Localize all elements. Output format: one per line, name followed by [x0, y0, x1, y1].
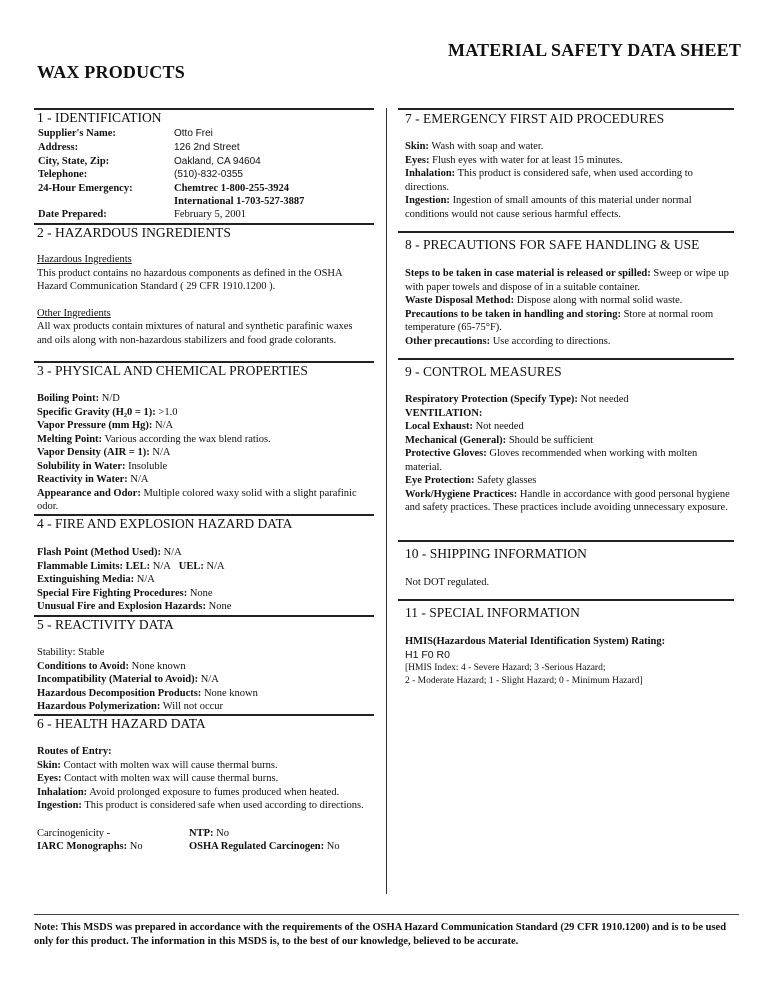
flash-point-line: Flash Point (Method Used): N/A: [37, 547, 182, 558]
control-line: Eye Protection: Safety glasses: [405, 475, 537, 486]
control-line: Local Exhaust: Not needed: [405, 421, 524, 432]
health-line: Skin: Contact with molten wax will cause thermal burns.: [37, 759, 278, 771]
handling-line: Precautions to be taken in handling and storing: Store at normal room temperature (65-75°F).: [405, 308, 714, 333]
control-line: Protective Gloves: Gloves recommended when working with molten material.: [405, 448, 698, 473]
row-label: Address:: [38, 142, 79, 153]
row-label: Date Prepared:: [38, 209, 107, 220]
section-rule: [398, 231, 734, 233]
reactivity-line: Hazardous Decomposition Products: None known: [37, 687, 258, 699]
property-line: Specific Gravity (H₂0 = 1): >1.0: [37, 406, 178, 418]
property-line: Melting Point: Various according the wax blend ratios.: [37, 433, 271, 445]
control-line: Mechanical (General): Should be sufficient: [405, 434, 594, 446]
reactivity-line: Hazardous Polymerization: Will not occur: [37, 701, 224, 712]
international-row: [38, 195, 368, 208]
reactivity-line: Conditions to Avoid: None known: [37, 660, 186, 672]
health-hazard-heading: 6 - HEALTH HAZARD DATA: [37, 716, 206, 731]
property-line: Boiling Point: N/D: [37, 393, 120, 404]
address-row: [38, 141, 368, 154]
flammable-limits-line: Flammable Limits: LEL: N/A UEL: N/A: [37, 560, 225, 572]
first-aid-line: Ingestion: Ingestion of small amounts of this material under normal conditions would not cause serious harmful effects.: [405, 195, 692, 220]
footer-rule: [34, 914, 739, 915]
supplier-row: [38, 127, 368, 140]
fire-hazard-body: [37, 546, 367, 614]
hazardous-ingredients-body: [37, 253, 367, 347]
row-value: Otto Frei: [174, 128, 213, 139]
special-information-body: [405, 635, 735, 687]
shipping-heading: 10 - SHIPPING INFORMATION: [405, 546, 587, 561]
reactivity-heading: 5 - REACTIVITY DATA: [37, 617, 174, 632]
row-value: February 5, 2001: [174, 209, 247, 220]
row-label: City, State, Zip:: [38, 156, 110, 167]
row-value: Chemtrec 1-800-255-3924: [174, 183, 289, 194]
property-line: Vapor Pressure (mm Hg): N/A: [37, 420, 174, 431]
hmis-rating: H1 F0 R0: [405, 648, 450, 661]
fire-hazard-heading: 4 - FIRE AND EXPLOSION HAZARD DATA: [37, 516, 293, 531]
row-value: (510)-832-0355: [174, 169, 243, 180]
property-line: Vapor Density (AIR = 1): N/A: [37, 447, 171, 458]
carcinogenicity-cell: Carcinogenicity -: [37, 828, 111, 839]
reactivity-line: Incompatibility (Material to Avoid): N/A: [37, 674, 219, 685]
hmis-index-line: [HMIS Index: 4 - Severe Hazard; 3 -Serious Hazard;: [405, 663, 606, 673]
first-aid-line: Inhalation: This product is considered safe, when used according to directions.: [405, 168, 693, 193]
section-rule: [398, 540, 734, 542]
property-line: Appearance and Odor: Multiple colored waxy solid with a slight parafinic odor.: [37, 487, 357, 512]
routes-label: Routes of Entry:: [37, 746, 112, 757]
ntp-cell: NTP: No: [189, 828, 229, 839]
hazardous-text: This product contains no hazardous components as defined in the OSHA Hazard Communication Standard ( 29 CFR 1910.1200 ).: [37, 267, 343, 292]
other-text: All wax products contain mixtures of natural and synthetic parafinic waxes and oils along with non-hazardous stabilizers and food grade colorants.: [37, 321, 353, 346]
row-label: Telephone:: [38, 169, 88, 180]
other-subtitle: Other Ingredients: [37, 307, 111, 319]
control-measures-body: [405, 393, 731, 515]
special-fire-line: Special Fire Fighting Procedures: None: [37, 587, 213, 599]
special-information-heading: 11 - SPECIAL INFORMATION: [405, 605, 580, 620]
reactivity-body: [37, 646, 367, 714]
row-label: 24-Hour Emergency:: [38, 183, 133, 194]
row-label: Supplier's Name:: [38, 128, 116, 139]
hmis-index-line: 2 - Moderate Hazard; 1 - Slight Hazard; 0 - Minimum Hazard]: [405, 675, 643, 686]
row-value: International 1-703-527-3887: [174, 196, 305, 207]
first-aid-body: [405, 140, 730, 221]
row-value: Oakland, CA 94604: [174, 156, 261, 167]
footer-note: Note: This MSDS was prepared in accordance with the requirements of the OSHA Hazard Communication Standard (29 CFR 1910.1200) and is to be used only for this product. The information in this MSDS is, to the best of our knowledge, believed to be accurate.: [34, 922, 727, 947]
control-line: VENTILATION:: [405, 407, 483, 419]
property-line: Solubility in Water: Insoluble: [37, 460, 168, 472]
reactivity-line: Stability: Stable: [37, 647, 105, 658]
section-rule: [398, 108, 734, 110]
section-rule: [398, 599, 734, 601]
handling-line: Waste Disposal Method: Dispose along with normal solid waste.: [405, 295, 683, 306]
row-value: 126 2nd Street: [174, 142, 240, 153]
shipping-text: Not DOT regulated.: [405, 577, 490, 588]
section-rule: [398, 358, 734, 360]
identification-heading: 1 - IDENTIFICATION: [37, 110, 162, 125]
handling-body: [405, 267, 731, 348]
control-line: Respiratory Protection (Specify Type): Not needed: [405, 394, 629, 405]
handling-line: Steps to be taken in case material is released or spilled: Sweep or wipe up with paper towels and dispose of in a suitable container.: [405, 268, 729, 293]
emergency-row: [38, 182, 368, 195]
first-aid-line: Skin: Wash with soap and water.: [405, 141, 544, 152]
city-row: [38, 155, 368, 168]
iarc-row: [37, 840, 367, 853]
column-divider: [386, 108, 387, 894]
physical-properties-heading: 3 - PHYSICAL AND CHEMICAL PROPERTIES: [37, 363, 308, 378]
health-line: Eyes: Contact with molten wax will cause thermal burns.: [37, 773, 279, 784]
hazardous-subtitle: Hazardous Ingredients: [37, 254, 132, 265]
health-line: Inhalation: Avoid prolonged exposure to fumes produced when heated.: [37, 786, 340, 798]
first-aid-heading: 7 - EMERGENCY FIRST AID PROCEDURES: [405, 111, 665, 126]
physical-properties-body: [37, 392, 367, 514]
telephone-row: [38, 168, 368, 181]
health-line: Ingestion: This product is considered safe when used according to directions.: [37, 800, 364, 811]
first-aid-line: Eyes: Flush eyes with water for at least 15 minutes.: [405, 154, 623, 166]
health-hazard-body: [37, 745, 367, 813]
handling-heading: 8 - PRECAUTIONS FOR SAFE HANDLING & USE: [405, 237, 700, 252]
handling-line: Other precautions: Use according to directions.: [405, 335, 611, 347]
property-line: Reactivity in Water: N/A: [37, 474, 149, 485]
date-row: [38, 208, 368, 221]
hmis-label: HMIS(Hazardous Material Identification System) Rating:: [405, 636, 666, 647]
unusual-hazards-line: Unusual Fire and Explosion Hazards: None: [37, 601, 232, 612]
hazardous-ingredients-heading: 2 - HAZARDOUS INGREDIENTS: [37, 225, 231, 240]
carcinogenicity-row: [37, 827, 367, 840]
control-line: Work/Hygiene Practices: Handle in accordance with good personal hygiene and safety practices. These practices include avoiding unnecessary exposure.: [405, 488, 730, 513]
document-title: MATERIAL SAFETY DATA SHEET: [448, 40, 742, 60]
control-measures-heading: 9 - CONTROL MEASURES: [405, 364, 562, 379]
product-title: WAX PRODUCTS: [37, 62, 185, 82]
extinguishing-line: Extinguishing Media: N/A: [37, 574, 155, 585]
osha-carcinogen-cell: OSHA Regulated Carcinogen: No: [189, 841, 340, 852]
iarc-cell: IARC Monographs: No: [37, 841, 143, 852]
